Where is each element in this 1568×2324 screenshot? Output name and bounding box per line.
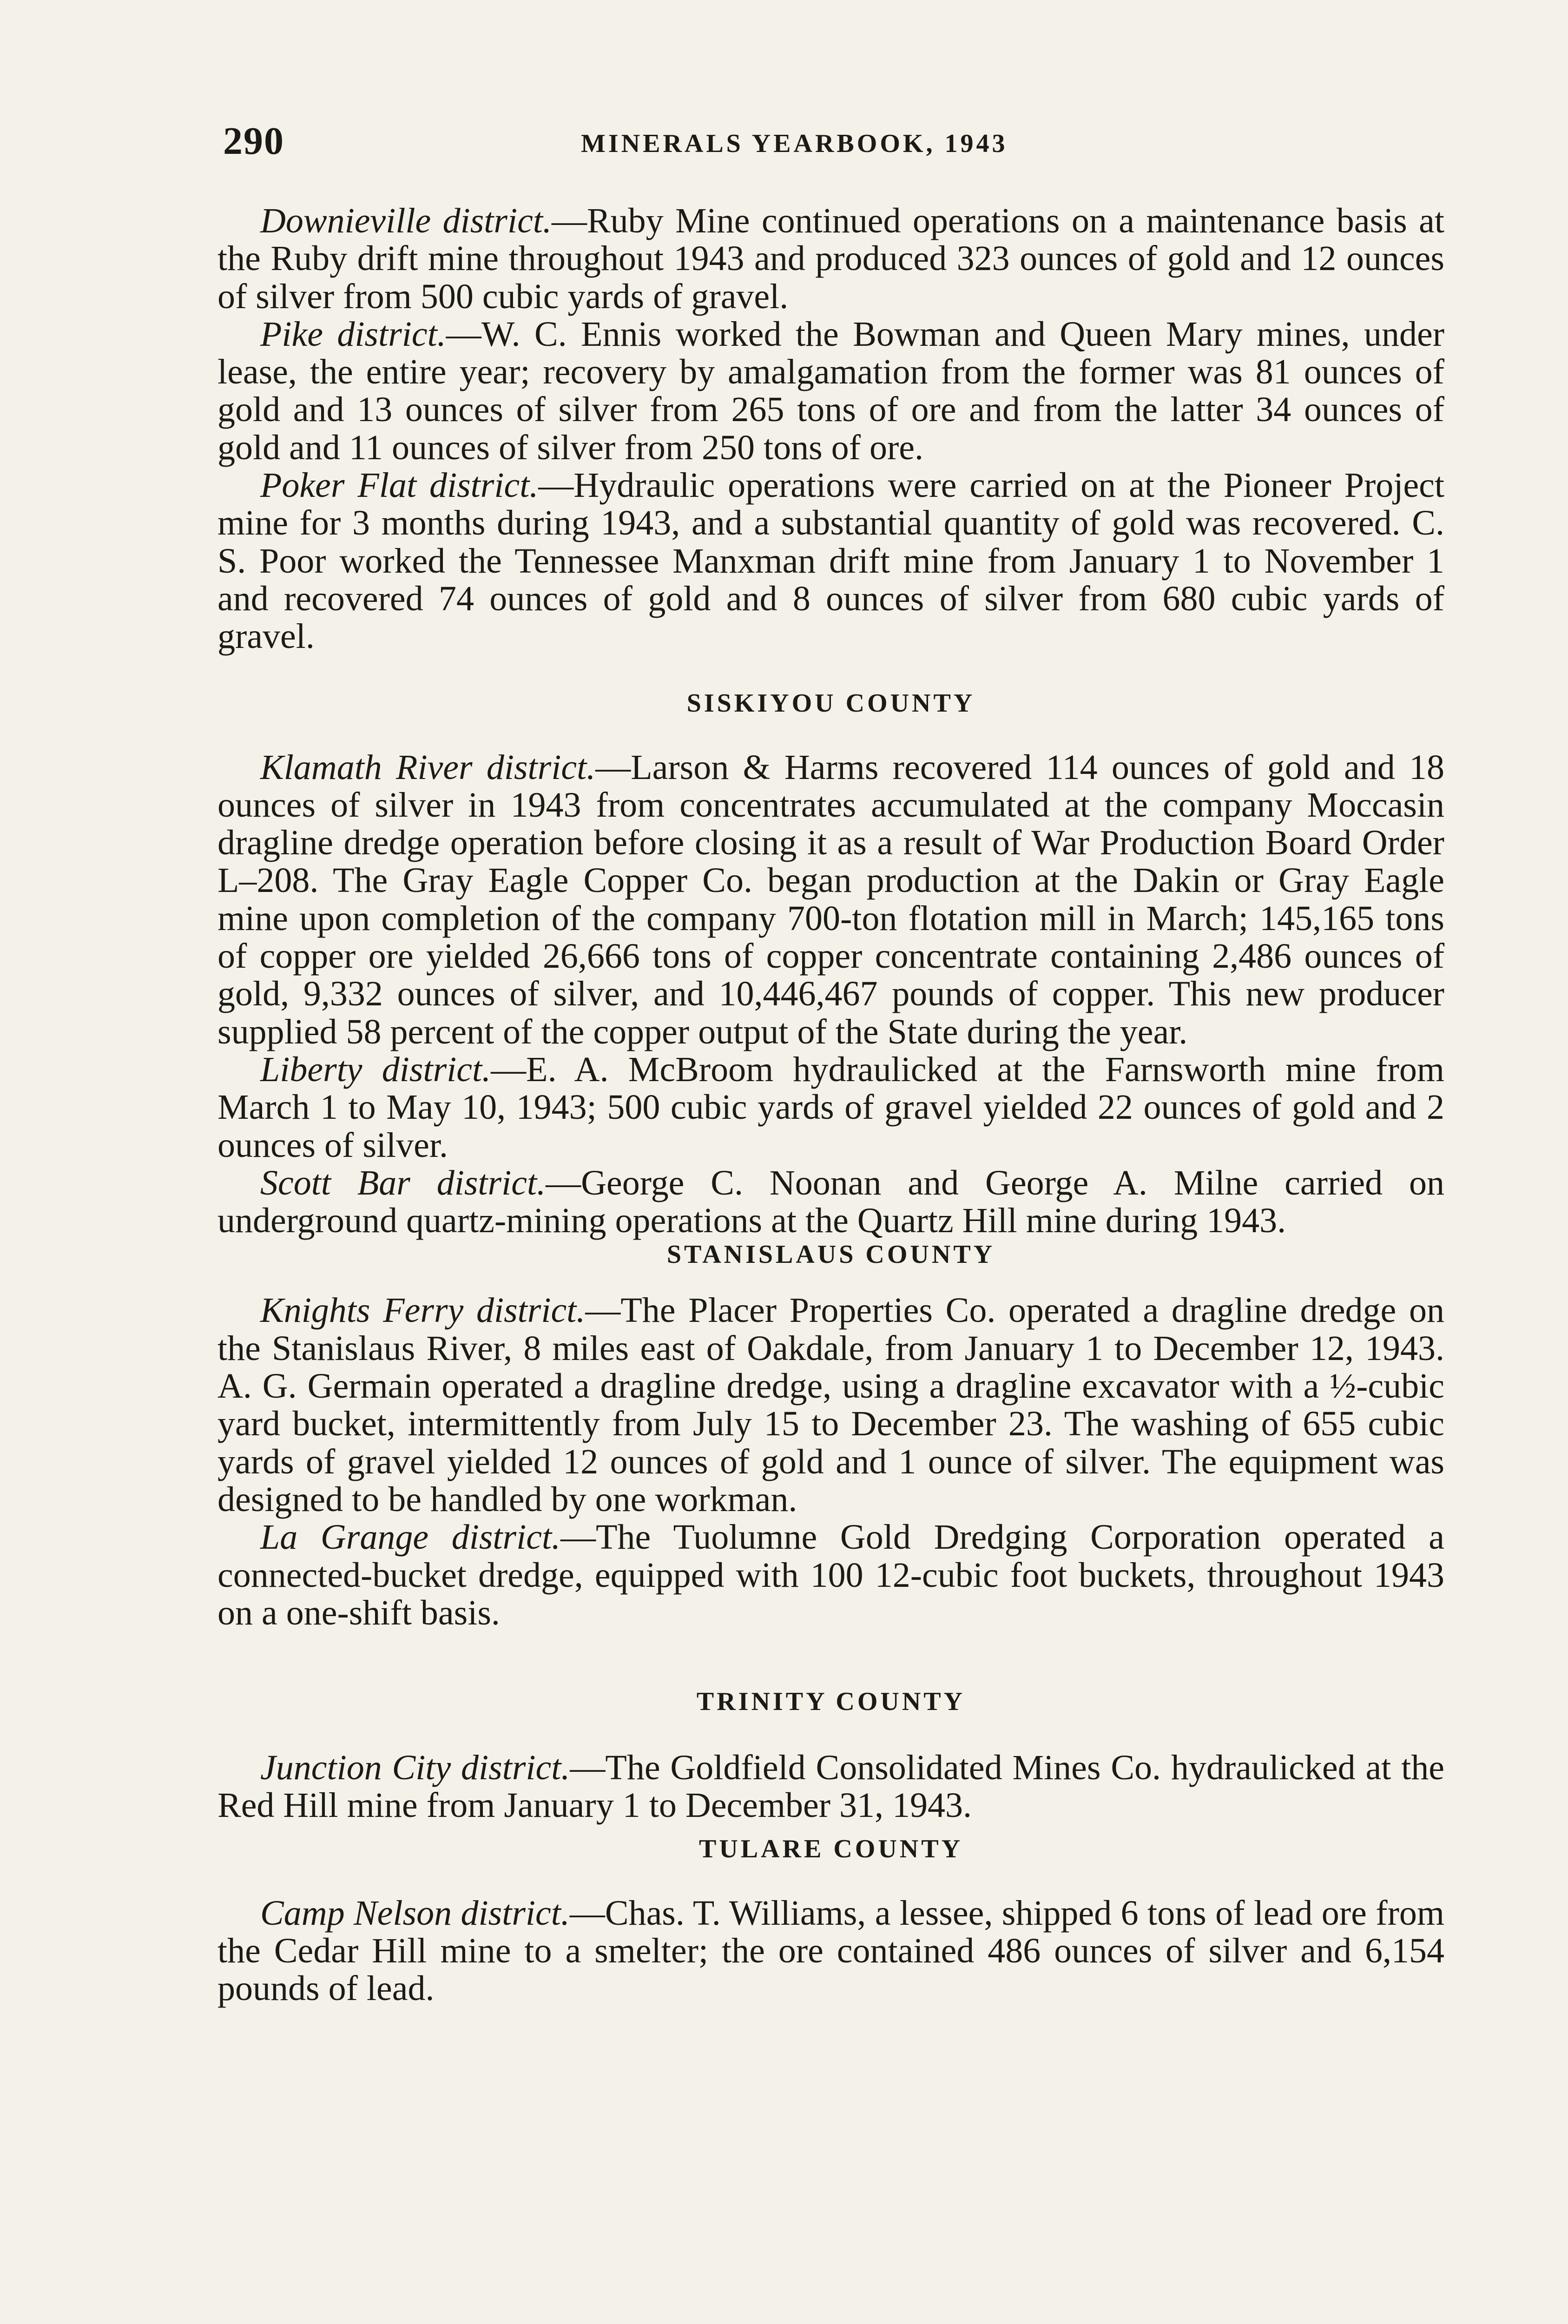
- district-text: —W. C. Ennis worked the Bowman and Queen Mary mines, under lease, the entire year; recovery by amalgamation from the former was 81 ounces of gold and 13 ounces of silver from 265 tons of ore and from the latter 34 ounces of gold and 11 ounces of silver from 250 tons of ore.: [217, 314, 1444, 467]
- district-name: Liberty district.: [260, 1050, 491, 1089]
- district-paragraph: [217, 1749, 1444, 1825]
- section-heading-trinity: TRINITY COUNTY: [696, 1687, 966, 1717]
- district-text: —Chas. T. Williams, a lessee, shipped 6 tons of lead ore from the Cedar Hill mine to a smelter; the ore contained 486 ounces of silver and 6,154 pounds of lead.: [217, 1893, 1444, 2008]
- district-paragraph: [217, 1051, 1444, 1164]
- district-text: —George C. Noonan and George A. Milne carried on underground quartz-mining operations at the Quartz Hill mine during 1943.: [217, 1163, 1444, 1241]
- district-paragraph: [217, 1164, 1444, 1240]
- district-paragraph: [217, 1895, 1444, 2008]
- district-text: —E. A. McBroom hydraulicked at the Farnsworth mine from March 1 to May 10, 1943; 500 cubic yards of gravel yielded 22 ounces of gold and 2 ounces of silver.: [217, 1050, 1444, 1165]
- district-name: Poker Flat district.: [260, 466, 539, 505]
- district-paragraph: [217, 749, 1444, 1051]
- section-heading-stanislaus: STANISLAUS COUNTY: [666, 1240, 995, 1269]
- running-title: MINERALS YEARBOOK, 1943: [581, 129, 1008, 158]
- district-text: —The Tuolumne Gold Dredging Corporation operated a connected-bucket dredge, equipped with 100 12-cubic foot buckets, throughout 1943 on a one-shift basis.: [217, 1518, 1444, 1632]
- page-number: 290: [223, 119, 284, 163]
- body-text: [217, 202, 1444, 2008]
- district-text: —Larson & Harms recovered 114 ounces of gold and 18 ounces of silver in 1943 from concentrates accumulated at the company Moccasin dragline dredge operation before closing it as a result of War Production Board Order L–208. The Gray Eagle Copper Co. began production at the Dakin or Gray Eagle mine upon completion of the company 700-ton flotation mill in March; 145,165 tons of copper ore yielded 26,666 tons of copper concentrate containing 2,486 ounces of gold, 9,332 ounces of silver, and 10,446,467 pounds of copper. This new producer supplied 58 percent of the copper output of the State during the year.: [217, 747, 1444, 1051]
- district-name: Downieville district.: [260, 201, 552, 240]
- district-text: —The Placer Properties Co. operated a dragline dredge on the Stanislaus River, 8 miles east of Oakdale, from January 1 to December 12, 1943. A. G. Germain operated a dragline dredge, using a dragline excavator with a ½-cubic yard bucket, intermittently from July 15 to December 23. The washing of 655 cubic yards of gravel yielded 12 ounces of gold and 1 ounce of silver. The equipment was designed to be handled by one workman.: [217, 1291, 1444, 1519]
- district-text: —Ruby Mine continued operations on a maintenance basis at the Ruby drift mine throughout 1943 and produced 323 ounces of gold and 12 ounces of silver from 500 cubic yards of gravel.: [217, 201, 1444, 316]
- district-text: —The Goldfield Consolidated Mines Co. hydraulicked at the Red Hill mine from January 1 to December 31, 1943.: [217, 1748, 1444, 1825]
- district-name: Knights Ferry district.: [260, 1291, 586, 1330]
- district-paragraph: [217, 1292, 1444, 1519]
- district-paragraph: [217, 467, 1444, 655]
- district-paragraph: [217, 202, 1444, 316]
- district-name: Pike district.: [260, 314, 446, 354]
- district-text: —Hydraulic operations were carried on at the Pioneer Project mine for 3 months during 1943, and a substantial quantity of gold was recovered. C. S. Poor worked the Tennessee Manxman drift mine from January 1 to November 1 and recovered 74 ounces of gold and 8 ounces of silver from 680 cubic yards of gravel.: [217, 466, 1444, 656]
- district-paragraph: [217, 316, 1444, 467]
- district-name: Scott Bar district.: [260, 1163, 546, 1202]
- district-name: Junction City district.: [260, 1748, 570, 1788]
- page-header: [218, 119, 1548, 170]
- section-heading-tulare: TULARE COUNTY: [698, 1834, 963, 1863]
- district-paragraph: [217, 1519, 1444, 1632]
- district-name: Klamath River district.: [260, 747, 596, 787]
- section-heading-siskiyou: SISKIYOU COUNTY: [686, 688, 975, 718]
- district-name: La Grange district.: [260, 1518, 561, 1557]
- district-name: Camp Nelson district.: [260, 1893, 570, 1933]
